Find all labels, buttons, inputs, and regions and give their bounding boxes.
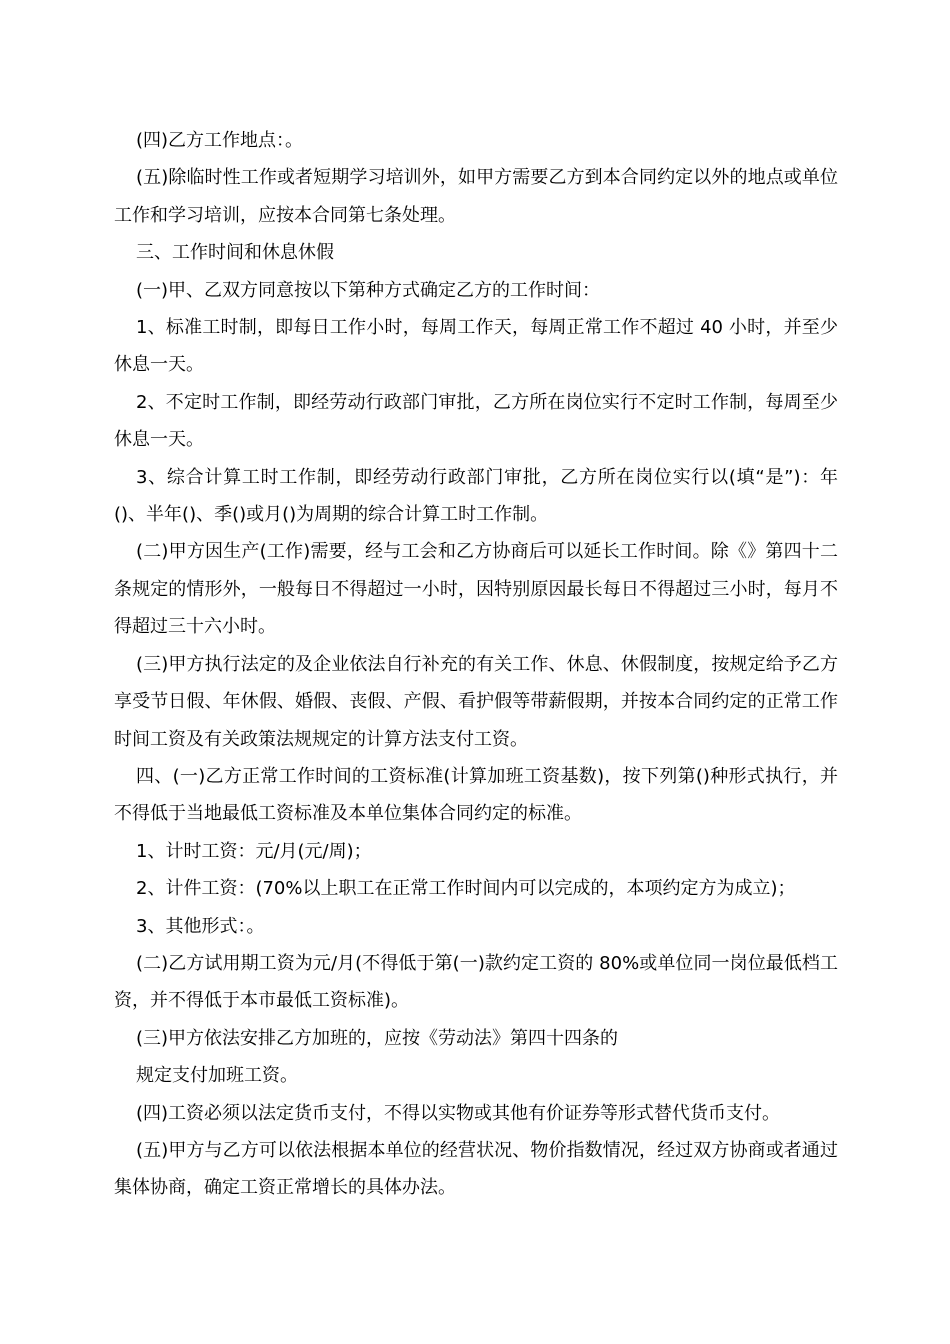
paragraph-wage-standard: 四、(一)乙方正常工作时间的工资标准(计算加班工资基数)，按下列第()种形式执行，并不得低于当地最低工资标准及本单位集体合同约定的标准。 [114, 765, 838, 825]
section-heading-working-hours: 三、工作时间和休息休假 [136, 242, 334, 264]
paragraph-standard-hours: 1、标准工时制，即每日工作小时，每周工作天，每周正常工作不超过 40 小时，并至少休息一天。 [114, 317, 838, 376]
paragraph-currency-payment: (四)工资必须以法定货币支付，不得以实物或其他有价证券等形式替代货币支付。 [136, 1102, 781, 1124]
paragraph-piece-wage: 2、计件工资：(70%以上职工在正常工作时间内可以完成的，本项约定方为成立)； [136, 878, 796, 900]
paragraph-other-wage: 3、其他形式：。 [136, 915, 265, 937]
paragraph-overtime-pay-rule: (三)甲方依法安排乙方加班的，应按《劳动法》第四十四条的 [136, 1027, 619, 1049]
paragraph-probation-wage: (二)乙方试用期工资为元/月(不得低于第(一)款约定工资的 80%或单位同一岗位最低档工资，并不得低于本市最低工资标准)。 [114, 952, 838, 1012]
document-body [114, 122, 838, 1207]
paragraph-comprehensive-hours: 3、综合计算工时工作制，即经劳动行政部门审批，乙方所在岗位实行以(填“是”)：年()、半年()、季()或月()为周期的综合计算工时工作制。 [114, 466, 838, 526]
paragraph-flexible-hours: 2、不定时工作制，即经劳动行政部门审批，乙方所在岗位实行不定时工作制，每周至少休息一天。 [114, 391, 838, 451]
paragraph-wage-growth: (五)甲方与乙方可以依法根据本单位的经营状况、物价指数情况，经过双方协商或者通过集体协商，确定工资正常增长的具体办法。 [114, 1139, 838, 1199]
paragraph-overtime-pay-continuation: 规定支付加班工资。 [136, 1065, 298, 1087]
paragraph-leave-policy: (三)甲方执行法定的及企业依法自行补充的有关工作、休息、休假制度，按规定给予乙方享受节日假、年休假、婚假、丧假、产假、看护假等带薪假期，并按本合同约定的正常工作时间工资及有关政策法规规定的计算方法支付工资。 [114, 653, 838, 750]
paragraph-working-hours-method: (一)甲、乙双方同意按以下第种方式确定乙方的工作时间： [136, 279, 601, 301]
paragraph-off-site-work: (五)除临时性工作或者短期学习培训外，如甲方需要乙方到本合同约定以外的地点或单位工作和学习培训，应按本合同第七条处理。 [114, 167, 838, 226]
paragraph-work-location: (四)乙方工作地点：。 [136, 130, 304, 151]
paragraph-overtime-extension: (二)甲方因生产(工作)需要，经与工会和乙方协商后可以延长工作时间。除《》第四十二条规定的情形外，一般每日不得超过一小时，因特别原因最长每日不得超过三小时，每月不得超过三十六小时。 [114, 541, 838, 638]
paragraph-hourly-wage: 1、计时工资：元/月(元/周)； [136, 840, 372, 862]
